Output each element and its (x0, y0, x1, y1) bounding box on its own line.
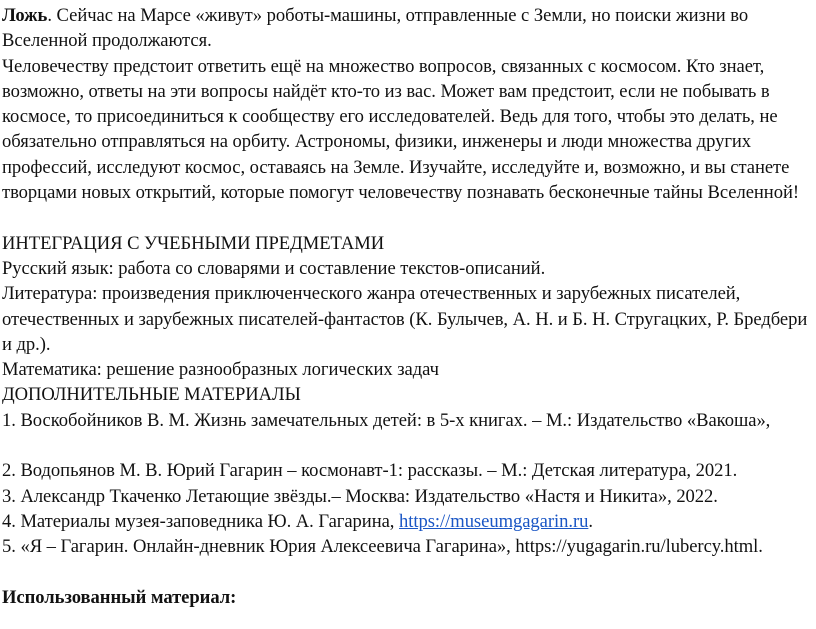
intro-line-4: возможно, ответы на эти вопросы найдёт кто-то из вас. Может вам предстоит, если не побывать в (2, 80, 770, 102)
intro-line-6: обязательно отправляться на орбиту. Астрономы, физики, инженеры и люди множества других (2, 131, 752, 153)
materials-item-4 (2, 509, 816, 534)
intro-text-1: . Сейчас на Марсе «живут» роботы-машины, отправленные с Земли, но поиски жизни во (47, 5, 749, 26)
integration-literature-3: и др.). (2, 333, 51, 355)
museum-link[interactable]: https://museumgagarin.ru (399, 510, 589, 532)
materials-item-2: 2. Водопьянов М. В. Юрий Гагарин – космонавт-1: рассказы. – М.: Детская литература, 2021. (2, 460, 738, 482)
used-material-heading: Использованный материал: (2, 586, 237, 608)
spacer (2, 205, 816, 230)
intro-line-5: космосе, то присоединиться к сообществу его исследователей. Ведь для того, чтобы это делать, не (2, 106, 778, 128)
intro-line-8: творцами новых открытий, которые помогут человечеству познавать бесконечные тайны Вселенной! (2, 182, 799, 204)
integration-russian: Русский язык: работа со словарями и составление текстов-описаний. (2, 257, 546, 279)
materials-item-5: 5. «Я – Гагарин. Онлайн-дневник Юрия Алексеевича Гагарина», https://yugagarin.ru/lubercy.html. (2, 536, 763, 558)
integration-literature-1: Литература: произведения приключенческого жанра отечественных и зарубежных писателей, (2, 283, 741, 305)
materials-item-4-text: 4. Материалы музея-заповедника Ю. А. Гагарина, (2, 510, 400, 532)
spacer (2, 433, 816, 458)
intro-line-7: профессий, исследуют космос, оставаясь на Земле. Изучайте, исследуйте и, возможно, и вы станете (2, 156, 790, 178)
materials-item-1: 1. Воскобойников В. М. Жизнь замечательных детей: в 5-х книгах. – М.: Издательство «Вакоша», (2, 409, 771, 431)
integration-literature-2: отечественных и зарубежных писателей-фантастов (К. Булычев, А. Н. и Б. Н. Стругацких, Р. Бредбери (2, 308, 808, 330)
intro-line-1 (2, 3, 816, 28)
materials-item-4-end: . (588, 510, 593, 532)
integration-math: Математика: решение разнообразных логических задач (2, 359, 439, 381)
intro-line-3: Человечеству предстоит ответить ещё на множество вопросов, связанных с космосом. Кто знает, (2, 55, 765, 77)
intro-term: Ложь (2, 5, 48, 26)
materials-item-3: 3. Александр Ткаченко Летающие звёзды.– Москва: Издательство «Настя и Никита», 2022. (2, 485, 718, 507)
integration-heading: ИНТЕГРАЦИЯ С УЧЕБНЫМИ ПРЕДМЕТАМИ (2, 232, 385, 254)
spacer (2, 560, 816, 585)
materials-heading: ДОПОЛНИТЕЛЬНЫЕ МАТЕРИАЛЫ (2, 384, 301, 406)
intro-line-2: Вселенной продолжаются. (2, 30, 212, 52)
